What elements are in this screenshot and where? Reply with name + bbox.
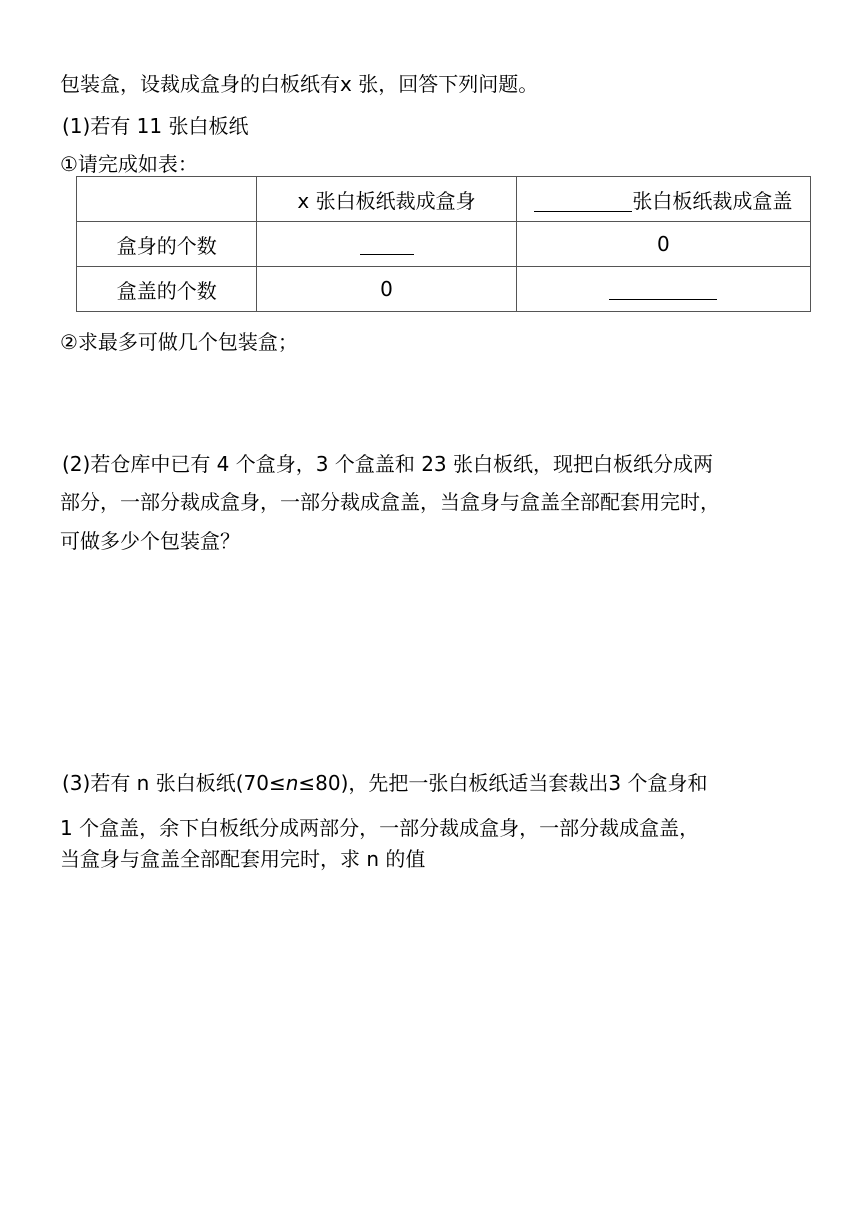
question-2-line-3: 可做多少个包装盒？ — [60, 529, 240, 553]
cell-lid-from-body-sheets: 0 — [257, 267, 516, 312]
question-2-line-2: 部分，一部分裁成盒身，一部分裁成盒盖，当盒身与盒盖全部配套用完时， — [60, 490, 720, 514]
header-box-body-sheets: x 张白板纸裁成盒身 — [257, 177, 516, 222]
cell-lid-from-lid-sheets — [516, 267, 810, 312]
question-3-line-1 — [62, 769, 708, 797]
question-1-part-2: ②求最多可做几个包装盒； — [60, 330, 298, 354]
table-corner-cell — [77, 177, 257, 222]
question-2-line-1: (2)若仓库中已有 4 个盒身，3 个盒盖和 23 张白板纸，现把白板纸分成两 — [62, 452, 714, 476]
blank-lid-count[interactable] — [609, 281, 717, 300]
cell-body-from-lid-sheets: 0 — [516, 222, 810, 267]
table-row — [77, 267, 811, 312]
question-3-line-2: 1 个盒盖，余下白板纸分成两部分，一部分裁成盒身，一部分裁成盒盖， — [60, 816, 700, 840]
header-lid-label: 张白板纸裁成盒盖 — [632, 188, 793, 213]
row-label-lid-count: 盒盖的个数 — [77, 267, 257, 312]
question-3-line-1-start: (3)若有 n 张白板纸(70≤ — [62, 771, 286, 795]
row-label-body-count: 盒身的个数 — [77, 222, 257, 267]
cell-body-from-body-sheets — [257, 222, 516, 267]
question-1-part-1: ①请完成如表： — [60, 152, 198, 176]
question-3-line-1-end: ≤80)，先把一张白板纸适当套裁出3 个盒身和 — [298, 771, 708, 795]
answer-table — [76, 176, 811, 312]
question-3-line-3: 当盒身与盒盖全部配套用完时，求 n 的值 — [60, 847, 426, 871]
intro-text: 包装盒，设裁成盒身的白板纸有x 张，回答下列问题。 — [60, 72, 539, 96]
question-1-title: (1)若有 11 张白板纸 — [62, 114, 249, 138]
table-header-row — [77, 177, 811, 222]
header-box-lid-sheets — [516, 177, 810, 222]
blank-lid-sheets[interactable] — [534, 193, 632, 212]
variable-n: n — [285, 771, 299, 795]
table-row — [77, 222, 811, 267]
blank-body-count[interactable] — [360, 236, 414, 255]
